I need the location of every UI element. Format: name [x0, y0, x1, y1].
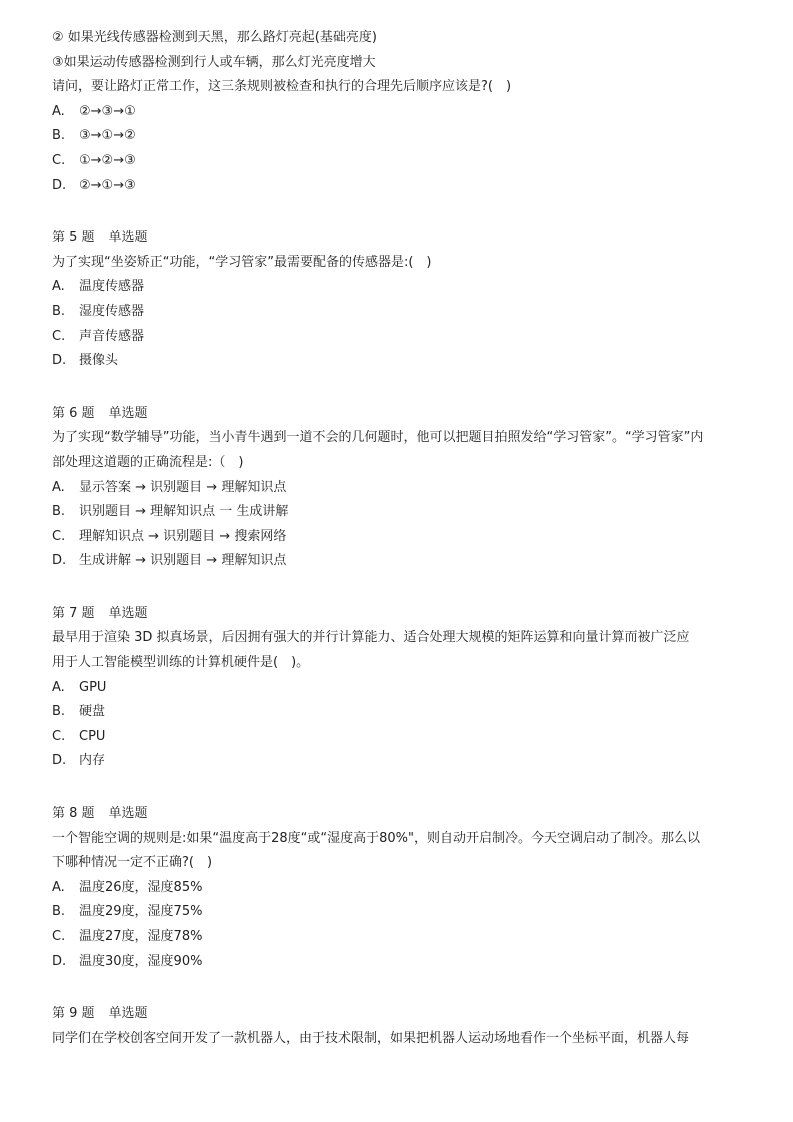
stem-line: 下哪种情况一定不正确?( ) — [52, 855, 213, 871]
option-text: 摄像头 — [79, 353, 119, 369]
option-c — [52, 149, 752, 174]
option-letter: D. — [52, 353, 67, 369]
option-b — [52, 124, 752, 149]
question-type: 单选题 — [108, 405, 148, 421]
option-text: 声音传感器 — [79, 328, 145, 344]
question-8 — [52, 802, 752, 974]
option-b — [52, 900, 752, 925]
option-a — [52, 876, 752, 901]
stem-line: 一个智能空调的规则是:如果“温度高于28度“或“湿度高于80%"，则自动开启制冷。今天空调启动了制冷。那么以 — [52, 830, 701, 846]
question-heading — [52, 802, 752, 827]
stem-line: ② 如果光线传感器检测到天黑，那么路灯亮起(基础亮度) — [52, 30, 377, 45]
option-letter: B. — [52, 303, 66, 319]
option-a — [52, 275, 752, 300]
option-text: 温度传感器 — [79, 279, 145, 295]
option-text: ②→③→① — [79, 103, 136, 119]
stem-line: 最早用于渲染 3D 拟真场景，后因拥有强大的并行计算能力、适合处理大规模的矩阵运算和向量计算而被广泛应 — [52, 630, 690, 646]
question-number: 第 6 题 — [52, 405, 95, 421]
question-heading — [52, 226, 752, 251]
option-c — [52, 925, 752, 950]
option-text: 显示答案 → 识别题目 → 理解知识点 — [79, 479, 287, 495]
stem-line: 为了实现“坐姿矫正“功能，“学习管家”最需要配备的传感器是:( ) — [52, 254, 432, 270]
option-c — [52, 325, 752, 350]
question-number: 第 9 题 — [52, 1006, 95, 1022]
option-letter: A. — [52, 679, 65, 695]
question-heading — [52, 602, 752, 627]
option-text: 硬盘 — [79, 704, 106, 720]
option-b — [52, 300, 752, 325]
option-letter: B. — [52, 904, 66, 920]
option-a — [52, 476, 752, 501]
question-type: 单选题 — [108, 605, 148, 621]
option-d — [52, 174, 752, 199]
stem-line: ③如果运动传感器检测到行人或车辆，那么灯光亮度增大 — [52, 54, 376, 70]
question-9 — [52, 1002, 752, 1051]
option-text: CPU — [79, 728, 106, 744]
question-number: 第 8 题 — [52, 806, 95, 822]
stem-line: 请问，要让路灯正常工作，这三条规则被检查和执行的合理先后顺序应该是?( ) — [52, 79, 512, 95]
option-d — [52, 950, 752, 975]
option-text: ①→②→③ — [79, 152, 136, 168]
option-text: ②→①→③ — [79, 177, 136, 193]
option-letter: D. — [52, 753, 67, 769]
option-letter: B. — [52, 128, 66, 144]
option-letter: C. — [52, 929, 66, 944]
question-type: 单选题 — [108, 806, 148, 822]
option-letter: A. — [52, 279, 65, 295]
option-letter: C. — [52, 152, 66, 168]
option-text: 温度29度，湿度75% — [79, 904, 203, 920]
question-6 — [52, 402, 752, 574]
option-letter: B. — [52, 704, 66, 720]
option-c — [52, 725, 752, 750]
question-number: 第 5 题 — [52, 230, 95, 246]
question-type: 单选题 — [108, 1006, 148, 1022]
question-heading — [52, 1002, 752, 1027]
option-text: 内存 — [79, 753, 106, 769]
option-text: 温度30度，湿度90% — [79, 953, 203, 969]
stem-line: 为了实现“数学辅导”功能，当小青牛遇到一道不会的几何题时，他可以把题目拍照发给“学习管家”。“学习管家”内 — [52, 430, 704, 446]
option-text: 湿度传感器 — [79, 303, 145, 319]
option-letter: C. — [52, 528, 66, 544]
option-text: 温度27度，湿度78% — [79, 929, 203, 944]
question-5 — [52, 226, 752, 374]
stem-line: 用于人工智能模型训练的计算机硬件是( )。 — [52, 655, 310, 671]
option-letter: A. — [52, 479, 65, 495]
option-text: 理解知识点 → 识别题目 → 搜索网络 — [79, 528, 287, 544]
question-7 — [52, 602, 752, 774]
document-page — [52, 26, 752, 1051]
option-a — [52, 676, 752, 701]
option-c — [52, 525, 752, 550]
option-a — [52, 100, 752, 125]
option-text: ③→①→② — [79, 128, 136, 144]
option-text: 生成讲解 → 识别题目 → 理解知识点 — [79, 553, 287, 569]
option-text: 温度26度，湿度85% — [79, 879, 203, 895]
option-letter: D. — [52, 953, 67, 969]
option-letter: D. — [52, 553, 67, 569]
option-letter: A. — [52, 879, 65, 895]
option-text: 识别题目 → 理解知识点 一 生成讲解 — [79, 504, 289, 520]
option-letter: B. — [52, 504, 66, 520]
option-letter: C. — [52, 328, 66, 344]
stem-line: 同学们在学校创客空间开发了一款机器人，由于技术限制，如果把机器人运动场地看作一个坐标平面，机器人每 — [52, 1030, 690, 1046]
question-heading — [52, 402, 752, 427]
option-text: GPU — [79, 679, 107, 695]
question-number: 第 7 题 — [52, 605, 95, 621]
stem-line: 部处理这道题的正确流程是:（ ) — [52, 454, 244, 470]
question-4-continuation — [52, 26, 752, 198]
option-b — [52, 500, 752, 525]
option-d — [52, 349, 752, 374]
option-d — [52, 749, 752, 774]
option-b — [52, 700, 752, 725]
option-letter: C. — [52, 728, 66, 744]
option-letter: A. — [52, 103, 65, 119]
question-type: 单选题 — [108, 230, 148, 246]
option-d — [52, 549, 752, 574]
option-letter: D. — [52, 177, 67, 193]
